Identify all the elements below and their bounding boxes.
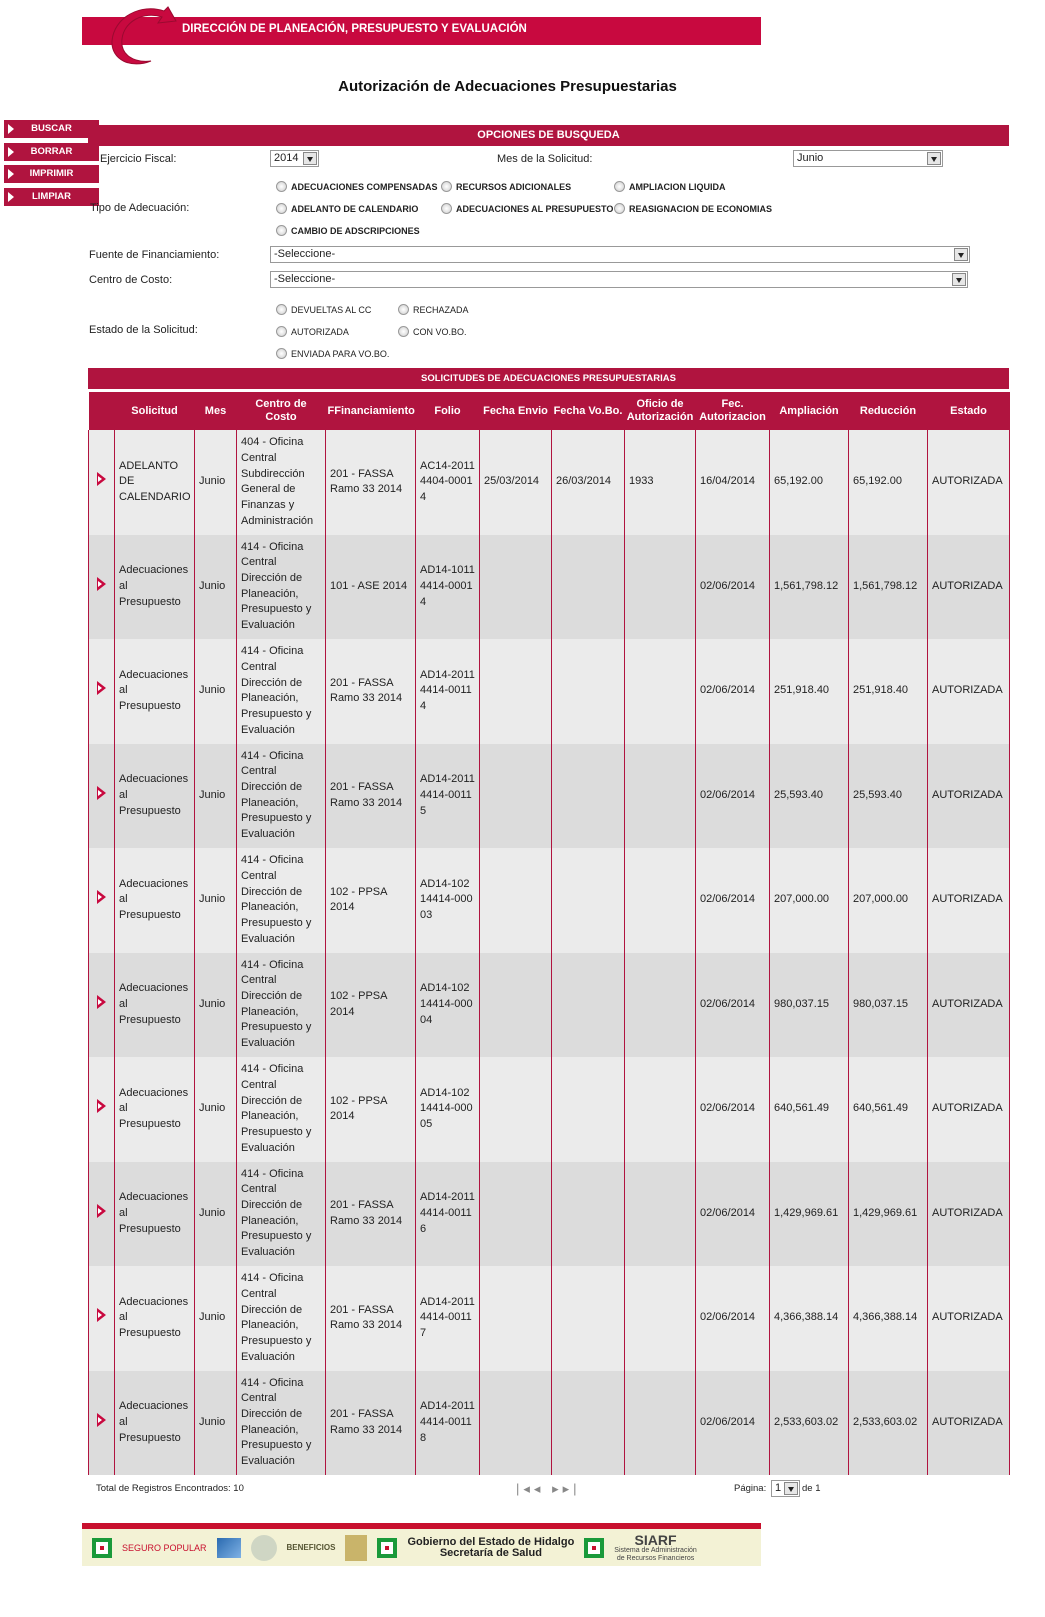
radio-icon <box>276 304 287 315</box>
select-arrow-icon[interactable] <box>97 995 106 1009</box>
cell-fec-autorizacion: 02/06/2014 <box>696 953 770 1058</box>
page-select[interactable] <box>771 1480 800 1497</box>
next-page-icon[interactable]: ▸ <box>552 1481 563 1496</box>
select-cell[interactable] <box>89 1266 115 1371</box>
table-row[interactable] <box>89 744 1010 849</box>
cell-centro-de-costo: 414 - Oficina Central Dirección de Planeación, Presupuesto y Evaluación <box>237 744 326 849</box>
estado-label: Estado de la Solicitud: <box>89 324 198 336</box>
table-header-row <box>89 392 1010 430</box>
cell-fec-autorizacion: 02/06/2014 <box>696 535 770 640</box>
cell-fecha-envio <box>480 848 552 953</box>
select-cell[interactable] <box>89 1057 115 1162</box>
seal-logo-icon <box>251 1535 277 1561</box>
cell-mes: Junio <box>195 1162 237 1267</box>
col-header[interactable]: Mes <box>195 392 237 430</box>
cell-ampliaci-n: 251,918.40 <box>770 639 849 744</box>
cell-solicitud: Adecuaciones al Presupuesto <box>115 639 195 744</box>
cell-centro-de-costo: 414 - Oficina Central Dirección de Planeación, Presupuesto y Evaluación <box>237 1162 326 1267</box>
cell-mes: Junio <box>195 848 237 953</box>
radio-label: ADELANTO DE CALENDARIO <box>291 204 419 214</box>
cell-estado: AUTORIZADA <box>928 953 1010 1058</box>
table-row[interactable] <box>89 639 1010 744</box>
cell-folio: AD14-10114414-00014 <box>416 535 480 640</box>
page-of: de 1 <box>802 1483 821 1494</box>
cell-fecha-vo-bo-: 26/03/2014 <box>552 430 625 535</box>
cell-fecha-vo-bo- <box>552 1266 625 1371</box>
cell-oficio-de-autorizaci-n <box>625 744 696 849</box>
cell-ffinanciamiento: 201 - FASSA Ramo 33 2014 <box>326 1371 416 1476</box>
chevron-down-icon <box>954 248 968 261</box>
cell-centro-de-costo: 414 - Oficina Central Dirección de Planeación, Presupuesto y Evaluación <box>237 953 326 1058</box>
select-cell[interactable] <box>89 953 115 1058</box>
cell-fecha-vo-bo- <box>552 848 625 953</box>
hidalgo-logo-icon <box>92 1538 112 1558</box>
cell-oficio-de-autorizaci-n <box>625 1371 696 1476</box>
page-title: Autorización de Adecuaciones Presupuestarias <box>338 78 677 95</box>
cell-fecha-vo-bo- <box>552 744 625 849</box>
cell-estado: AUTORIZADA <box>928 639 1010 744</box>
centro-value: -Seleccione- <box>274 273 336 285</box>
cell-fecha-vo-bo- <box>552 1162 625 1267</box>
cell-solicitud: Adecuaciones al Presupuesto <box>115 953 195 1058</box>
cell-centro-de-costo: 404 - Oficina Central Subdirección General de Finanzas y Administración <box>237 430 326 535</box>
cell-reducci-n: 640,561.49 <box>849 1057 928 1162</box>
chevron-down-icon <box>303 152 317 165</box>
cell-mes: Junio <box>195 1057 237 1162</box>
cell-fec-autorizacion: 02/06/2014 <box>696 744 770 849</box>
select-arrow-icon[interactable] <box>97 577 106 591</box>
cell-oficio-de-autorizaci-n <box>625 848 696 953</box>
cell-fecha-envio <box>480 1266 552 1371</box>
col-header[interactable]: Folio <box>416 392 480 430</box>
buscar-button[interactable]: BUSCAR <box>4 120 99 138</box>
gobierno-line1: Gobierno del Estado de Hidalgo <box>407 1535 575 1548</box>
chevron-down-icon <box>952 273 966 286</box>
radio-ampliacion-liquida[interactable] <box>614 181 726 192</box>
cell-fecha-envio <box>480 1162 552 1267</box>
cell-ampliaci-n: 1,561,798.12 <box>770 535 849 640</box>
gobierno-line2: Secretaría de Salud <box>439 1546 542 1559</box>
cell-oficio-de-autorizaci-n <box>625 639 696 744</box>
cell-fecha-envio <box>480 744 552 849</box>
radio-adelanto[interactable] <box>276 203 418 214</box>
select-arrow-icon[interactable] <box>97 1308 106 1322</box>
table-row[interactable] <box>89 535 1010 640</box>
radio-icon <box>276 203 287 214</box>
cell-fec-autorizacion: 16/04/2014 <box>696 430 770 535</box>
cell-ffinanciamiento: 201 - FASSA Ramo 33 2014 <box>326 639 416 744</box>
col-header[interactable]: FFinanciamiento <box>326 392 416 430</box>
col-header[interactable]: Oficio de Autorización <box>625 392 696 430</box>
cell-estado: AUTORIZADA <box>928 430 1010 535</box>
cell-ffinanciamiento: 201 - FASSA Ramo 33 2014 <box>326 430 416 535</box>
select-cell[interactable] <box>89 744 115 849</box>
institution-logo-icon <box>217 1538 241 1558</box>
cell-fecha-vo-bo- <box>552 1057 625 1162</box>
radio-al-presupuesto[interactable] <box>441 203 613 214</box>
cell-ampliaci-n: 4,366,388.14 <box>770 1266 849 1371</box>
radio-label: ADECUACIONES AL PRESUPUESTO <box>456 204 614 214</box>
select-arrow-icon[interactable] <box>97 1099 106 1113</box>
cell-ffinanciamiento: 201 - FASSA Ramo 33 2014 <box>326 1162 416 1267</box>
cell-oficio-de-autorizaci-n <box>625 535 696 640</box>
select-arrow-icon[interactable] <box>97 1204 106 1218</box>
cell-ampliaci-n: 2,533,603.02 <box>770 1371 849 1476</box>
cell-fec-autorizacion: 02/06/2014 <box>696 1266 770 1371</box>
cell-ffinanciamiento: 101 - ASE 2014 <box>326 535 416 640</box>
cell-fecha-envio <box>480 1371 552 1476</box>
cell-ffinanciamiento: 102 - PPSA 2014 <box>326 953 416 1058</box>
logo-icon <box>106 5 182 69</box>
cell-folio: AD14-10214414-00004 <box>416 953 480 1058</box>
col-header[interactable]: Centro de Costo <box>237 392 326 430</box>
radio-icon <box>276 348 287 359</box>
cell-reducci-n: 207,000.00 <box>849 848 928 953</box>
radio-label: DEVUELTAS AL CC <box>291 305 372 315</box>
siarf-logo <box>614 1533 696 1563</box>
cell-estado: AUTORIZADA <box>928 744 1010 849</box>
first-page-icon[interactable]: |◂ <box>516 1481 534 1496</box>
radio-icon <box>614 203 625 214</box>
cell-solicitud: ADELANTO DE CALENDARIO <box>115 430 195 535</box>
fuente-value: -Seleccione- <box>274 248 336 260</box>
radio-label: RECURSOS ADICIONALES <box>456 182 572 192</box>
imprimir-button[interactable]: IMPRIMIR <box>4 165 99 183</box>
cell-oficio-de-autorizaci-n <box>625 1266 696 1371</box>
cell-folio: AD14-20114414-00115 <box>416 744 480 849</box>
select-cell[interactable] <box>89 430 115 535</box>
cell-estado: AUTORIZADA <box>928 1057 1010 1162</box>
cell-ffinanciamiento: 102 - PPSA 2014 <box>326 848 416 953</box>
cell-solicitud: Adecuaciones al Presupuesto <box>115 1371 195 1476</box>
col-header[interactable]: Fecha Envio <box>480 392 552 430</box>
cell-centro-de-costo: 414 - Oficina Central Dirección de Planeación, Presupuesto y Evaluación <box>237 1266 326 1371</box>
beneficios-logo: BENEFICIOS <box>286 1543 336 1552</box>
cell-solicitud: Adecuaciones al Presupuesto <box>115 535 195 640</box>
cell-estado: AUTORIZADA <box>928 1266 1010 1371</box>
radio-label: CON VO.BO. <box>413 327 467 337</box>
table-row[interactable] <box>89 848 1010 953</box>
cell-mes: Junio <box>195 1371 237 1476</box>
col-header[interactable]: Fecha Vo.Bo. <box>552 392 625 430</box>
radio-cambio-adscripciones[interactable] <box>276 225 420 236</box>
radio-enviada[interactable] <box>276 348 389 359</box>
select-cell[interactable] <box>89 535 115 640</box>
cell-reducci-n: 251,918.40 <box>849 639 928 744</box>
cell-mes: Junio <box>195 1266 237 1371</box>
cell-reducci-n: 4,366,388.14 <box>849 1266 928 1371</box>
radio-icon <box>398 304 409 315</box>
radio-recursos-adicionales[interactable] <box>441 181 571 192</box>
cell-fec-autorizacion: 02/06/2014 <box>696 848 770 953</box>
radio-rechazada[interactable] <box>398 304 469 315</box>
select-cell[interactable] <box>89 848 115 953</box>
cell-mes: Junio <box>195 639 237 744</box>
cell-ampliaci-n: 640,561.49 <box>770 1057 849 1162</box>
col-header[interactable]: Ampliación <box>770 392 849 430</box>
col-header[interactable]: Reducción <box>849 392 928 430</box>
cell-reducci-n: 65,192.00 <box>849 430 928 535</box>
cell-mes: Junio <box>195 430 237 535</box>
radio-label: ENVIADA PARA VO.BO. <box>291 349 390 359</box>
cell-ffinanciamiento: 201 - FASSA Ramo 33 2014 <box>326 1266 416 1371</box>
mes-value: Junio <box>797 152 824 164</box>
radio-icon <box>276 326 287 337</box>
cell-estado: AUTORIZADA <box>928 1162 1010 1267</box>
col-header[interactable]: Estado <box>928 392 1010 430</box>
cell-reducci-n: 1,429,969.61 <box>849 1162 928 1267</box>
cell-ampliaci-n: 1,429,969.61 <box>770 1162 849 1267</box>
cell-centro-de-costo: 414 - Oficina Central Dirección de Planeación, Presupuesto y Evaluación <box>237 1057 326 1162</box>
cell-ampliaci-n: 25,593.40 <box>770 744 849 849</box>
hidalgo-logo-icon <box>377 1538 397 1558</box>
limpiar-button[interactable]: LIMPIAR <box>4 188 99 206</box>
table-row[interactable] <box>89 1371 1010 1476</box>
cell-centro-de-costo: 414 - Oficina Central Dirección de Planeación, Presupuesto y Evaluación <box>237 639 326 744</box>
cell-reducci-n: 25,593.40 <box>849 744 928 849</box>
cell-centro-de-costo: 414 - Oficina Central Dirección de Planeación, Presupuesto y Evaluación <box>237 848 326 953</box>
prev-page-icon[interactable]: ◂ <box>533 1481 545 1496</box>
select-arrow-icon[interactable] <box>97 1413 106 1427</box>
radio-compensadas[interactable] <box>276 181 438 192</box>
gobierno-logo <box>407 1537 574 1559</box>
table-row[interactable] <box>89 1057 1010 1162</box>
cell-oficio-de-autorizaci-n <box>625 953 696 1058</box>
cell-folio: AD14-10214414-00003 <box>416 848 480 953</box>
cell-estado: AUTORIZADA <box>928 1371 1010 1476</box>
centro-select[interactable] <box>270 271 968 288</box>
cell-fecha-envio <box>480 535 552 640</box>
cell-centro-de-costo: 414 - Oficina Central Dirección de Planeación, Presupuesto y Evaluación <box>237 1371 326 1476</box>
banner-title: DIRECCIÓN DE PLANEACIÓN, PRESUPUESTO Y EVALUACIÓN <box>182 23 527 35</box>
cell-fec-autorizacion: 02/06/2014 <box>696 639 770 744</box>
cell-fecha-envio <box>480 1057 552 1162</box>
radio-label: AUTORIZADA <box>291 327 349 337</box>
select-cell[interactable] <box>89 1162 115 1267</box>
cell-reducci-n: 980,037.15 <box>849 953 928 1058</box>
chevron-down-icon <box>784 1482 798 1495</box>
cell-ampliaci-n: 980,037.15 <box>770 953 849 1058</box>
mes-label: Mes de la Solicitud: <box>497 153 593 165</box>
cell-ffinanciamiento: 201 - FASSA Ramo 33 2014 <box>326 744 416 849</box>
cell-folio: AD14-10214414-00005 <box>416 1057 480 1162</box>
results-table <box>88 392 1010 1475</box>
radio-con-vobo[interactable] <box>398 326 467 337</box>
cell-reducci-n: 2,533,603.02 <box>849 1371 928 1476</box>
cell-estado: AUTORIZADA <box>928 535 1010 640</box>
fuente-label: Fuente de Financiamiento: <box>89 249 220 261</box>
cell-fec-autorizacion: 02/06/2014 <box>696 1162 770 1267</box>
radio-label: REASIGNACION DE ECONOMIAS <box>629 204 773 214</box>
ejercicio-select[interactable] <box>270 150 319 167</box>
results-header: SOLICITUDES DE ADECUACIONES PRESUPUESTARIAS <box>88 368 1009 389</box>
cell-fecha-envio <box>480 639 552 744</box>
cell-folio: AD14-20114414-00117 <box>416 1266 480 1371</box>
cell-oficio-de-autorizaci-n: 1933 <box>625 430 696 535</box>
cell-solicitud: Adecuaciones al Presupuesto <box>115 848 195 953</box>
chevron-down-icon <box>927 152 941 165</box>
radio-icon <box>276 225 287 236</box>
cell-mes: Junio <box>195 953 237 1058</box>
col-header[interactable]: Fec. Autorizacion <box>696 392 770 430</box>
cell-folio: AC14-20114404-00014 <box>416 430 480 535</box>
cell-ffinanciamiento: 102 - PPSA 2014 <box>326 1057 416 1162</box>
siarf-title: SIARF <box>634 1531 677 1548</box>
radio-label: AMPLIACION LIQUIDA <box>629 182 726 192</box>
cell-mes: Junio <box>195 535 237 640</box>
table-row[interactable] <box>89 1266 1010 1371</box>
cell-centro-de-costo: 414 - Oficina Central Dirección de Planeación, Presupuesto y Evaluación <box>237 535 326 640</box>
radio-icon <box>441 181 452 192</box>
footer-logos <box>82 1529 761 1566</box>
cell-mes: Junio <box>195 744 237 849</box>
select-cell[interactable] <box>89 1371 115 1476</box>
cell-estado: AUTORIZADA <box>928 848 1010 953</box>
select-arrow-icon[interactable] <box>97 681 106 695</box>
seguro-popular-logo: SEGURO POPULAR <box>122 1542 207 1553</box>
select-cell[interactable] <box>89 639 115 744</box>
radio-icon <box>276 181 287 192</box>
hidalgo-logo-icon <box>584 1538 604 1558</box>
radio-icon <box>441 203 452 214</box>
fuente-select[interactable] <box>270 246 970 263</box>
cell-oficio-de-autorizaci-n <box>625 1057 696 1162</box>
last-page-icon[interactable]: ▸| <box>562 1481 581 1496</box>
cell-fecha-envio: 25/03/2014 <box>480 430 552 535</box>
centro-label: Centro de Costo: <box>89 274 173 286</box>
select-arrow-icon[interactable] <box>97 890 106 904</box>
cell-solicitud: Adecuaciones al Presupuesto <box>115 1057 195 1162</box>
page-value: 1 <box>775 1482 782 1494</box>
ejercicio-value: 2014 <box>274 152 299 164</box>
pager <box>516 1481 581 1497</box>
cell-fecha-vo-bo- <box>552 535 625 640</box>
cell-fecha-vo-bo- <box>552 953 625 1058</box>
cell-fecha-envio <box>480 953 552 1058</box>
select-col-header <box>89 392 115 430</box>
page-label: Página: <box>734 1483 767 1494</box>
total-records: Total de Registros Encontrados: 10 <box>96 1483 244 1494</box>
radio-reasignacion[interactable] <box>614 203 772 214</box>
shield-logo-icon <box>345 1535 367 1561</box>
cell-oficio-de-autorizaci-n <box>625 1162 696 1267</box>
col-header[interactable]: Solicitud <box>115 392 195 430</box>
tipo-label: Tipo de Adecuación: <box>90 202 190 214</box>
cell-reducci-n: 1,561,798.12 <box>849 535 928 640</box>
radio-icon <box>398 326 409 337</box>
cell-solicitud: Adecuaciones al Presupuesto <box>115 744 195 849</box>
cell-ampliaci-n: 207,000.00 <box>770 848 849 953</box>
cell-fec-autorizacion: 02/06/2014 <box>696 1057 770 1162</box>
table-row[interactable] <box>89 953 1010 1058</box>
cell-fecha-vo-bo- <box>552 639 625 744</box>
radio-label: CAMBIO DE ADSCRIPCIONES <box>291 226 420 236</box>
search-options-header: OPCIONES DE BUSQUEDA <box>88 125 1009 146</box>
radio-label: ADECUACIONES COMPENSADAS <box>291 182 438 192</box>
table-row[interactable] <box>89 1162 1010 1267</box>
borrar-button[interactable]: BORRAR <box>4 143 99 161</box>
table-row[interactable] <box>89 430 1010 535</box>
cell-folio: AD14-20114414-00116 <box>416 1162 480 1267</box>
cell-fec-autorizacion: 02/06/2014 <box>696 1371 770 1476</box>
cell-folio: AD14-20114414-00118 <box>416 1371 480 1476</box>
cell-ampliaci-n: 65,192.00 <box>770 430 849 535</box>
ejercicio-label: Ejercicio Fiscal: <box>100 153 177 165</box>
cell-solicitud: Adecuaciones al Presupuesto <box>115 1162 195 1267</box>
select-arrow-icon[interactable] <box>97 472 106 486</box>
select-arrow-icon[interactable] <box>97 786 106 800</box>
mes-select[interactable] <box>793 150 943 167</box>
cell-solicitud: Adecuaciones al Presupuesto <box>115 1266 195 1371</box>
radio-autorizada[interactable] <box>276 326 349 337</box>
radio-devueltas[interactable] <box>276 304 371 315</box>
cell-folio: AD14-20114414-00114 <box>416 639 480 744</box>
radio-icon <box>614 181 625 192</box>
siarf-line2: de Recursos Financieros <box>616 1554 695 1562</box>
radio-label: RECHAZADA <box>413 305 469 315</box>
siarf-line1: Sistema de Administración <box>614 1546 697 1554</box>
cell-fecha-vo-bo- <box>552 1371 625 1476</box>
